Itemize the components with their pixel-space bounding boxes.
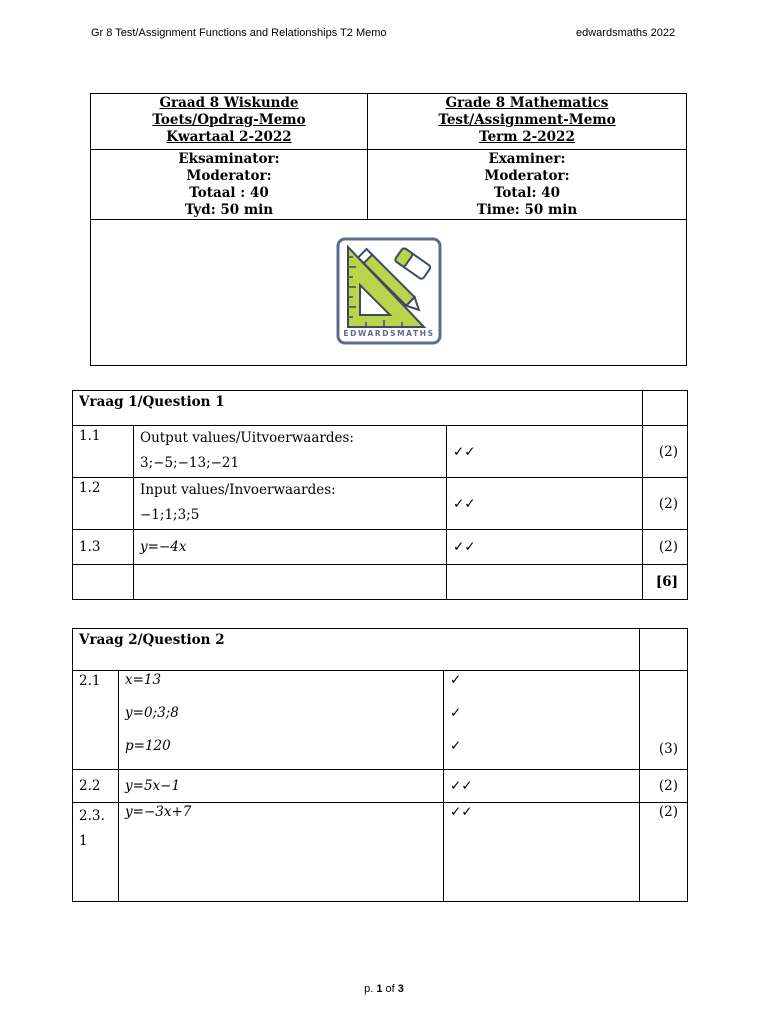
- afr-total: Totaal : 40: [189, 185, 269, 201]
- q2-1-answer-x: x=13: [125, 672, 162, 688]
- header-left-title: Gr 8 Test/Assignment Functions and Relationships T2 Memo: [91, 27, 387, 39]
- q2-3-1-number-part-2: 1: [79, 833, 88, 849]
- eng-title-line-2: Test/Assignment-Memo: [438, 112, 616, 128]
- q2-1-answer-p: p=120: [125, 738, 171, 754]
- q2-2-ticks: ✓✓: [444, 770, 640, 803]
- afr-time: Tyd: 50 min: [184, 202, 274, 218]
- test-info-table: [90, 93, 687, 366]
- question-2-table: [72, 628, 688, 902]
- q2-1-number: 2.1: [73, 671, 119, 770]
- q2-1-tick-2: ✓: [450, 705, 462, 721]
- afr-title-line-3: Kwartaal 2-2022: [166, 129, 292, 145]
- eng-details-cell: [367, 150, 686, 220]
- q2-2-answer: y=5x−1: [119, 770, 444, 803]
- q1-2-marks: (2): [643, 478, 688, 530]
- q1-2-number: 1.2: [73, 478, 134, 530]
- eng-title-line-1: Grade 8 Mathematics: [445, 95, 609, 111]
- q2-1-marks: (3): [640, 671, 688, 770]
- table-row: [73, 770, 688, 803]
- q2-1-tick-1: ✓: [450, 672, 462, 688]
- q2-2-marks: (2): [640, 770, 688, 803]
- afr-title-line-2: Toets/Opdrag-Memo: [152, 112, 306, 128]
- afr-title-cell: [91, 94, 368, 150]
- footer-page-total: 3: [397, 983, 404, 995]
- table-row: [73, 426, 688, 478]
- edwardsmaths-logo: [336, 237, 442, 345]
- afr-moderator: Moderator:: [186, 168, 272, 184]
- q1-total-marks: [6]: [643, 565, 688, 600]
- q1-2-answer: −1;1;3;5: [140, 507, 200, 523]
- table-row: [73, 565, 688, 600]
- q2-1-tick-3: ✓: [450, 738, 462, 754]
- footer-of: of: [382, 983, 398, 995]
- table-row: [73, 671, 688, 770]
- q1-1-marks: (2): [643, 426, 688, 478]
- header-right-brand: edwardsmaths 2022: [576, 27, 676, 39]
- afr-details-cell: [91, 150, 368, 220]
- q1-1-answer: 3;−5;−13;−21: [140, 455, 240, 471]
- footer-prefix: p.: [364, 983, 377, 995]
- eng-examiner: Examiner:: [488, 151, 566, 167]
- q1-2-label: Input values/Invoerwaardes:: [140, 482, 336, 498]
- page-footer: [0, 983, 768, 995]
- question-2-heading: Vraag 2/Question 2: [73, 629, 640, 671]
- footer-page-number: 1: [376, 983, 383, 995]
- q2-3-1-marks: (2): [640, 803, 688, 902]
- q1-2-ticks: ✓✓: [447, 478, 643, 530]
- q1-3-number: 1.3: [73, 530, 134, 565]
- table-row: [73, 803, 688, 902]
- logo-cell: [91, 220, 687, 366]
- q2-2-number: 2.2: [73, 770, 119, 803]
- question-1-table: [72, 390, 688, 600]
- afr-examiner: Eksaminator:: [178, 151, 280, 167]
- q2-3-1-number-part-1: 2.3.: [79, 808, 105, 824]
- eng-time: Time: 50 min: [476, 202, 578, 218]
- q2-3-1-answer: y=−3x+7: [119, 803, 444, 902]
- q1-1-number: 1.1: [73, 426, 134, 478]
- logo-wordmark: EDWARDSMATHS: [342, 328, 435, 338]
- q2-3-1-ticks: ✓✓: [444, 803, 640, 902]
- eng-moderator: Moderator:: [484, 168, 570, 184]
- q1-3-ticks: ✓✓: [447, 530, 643, 565]
- q2-1-answer-y: y=0;3;8: [125, 705, 179, 721]
- table-row: [73, 530, 688, 565]
- eng-title-line-3: Term 2-2022: [479, 129, 575, 145]
- q1-1-ticks: ✓✓: [447, 426, 643, 478]
- q1-3-answer: y=−4x: [134, 530, 447, 565]
- table-row: [73, 478, 688, 530]
- question-1-heading: Vraag 1/Question 1: [73, 391, 643, 426]
- q1-3-marks: (2): [643, 530, 688, 565]
- afr-title-line-1: Graad 8 Wiskunde: [159, 95, 299, 111]
- q1-1-label: Output values/Uitvoerwaardes:: [140, 430, 354, 446]
- eng-title-cell: [367, 94, 686, 150]
- eng-total: Total: 40: [493, 185, 561, 201]
